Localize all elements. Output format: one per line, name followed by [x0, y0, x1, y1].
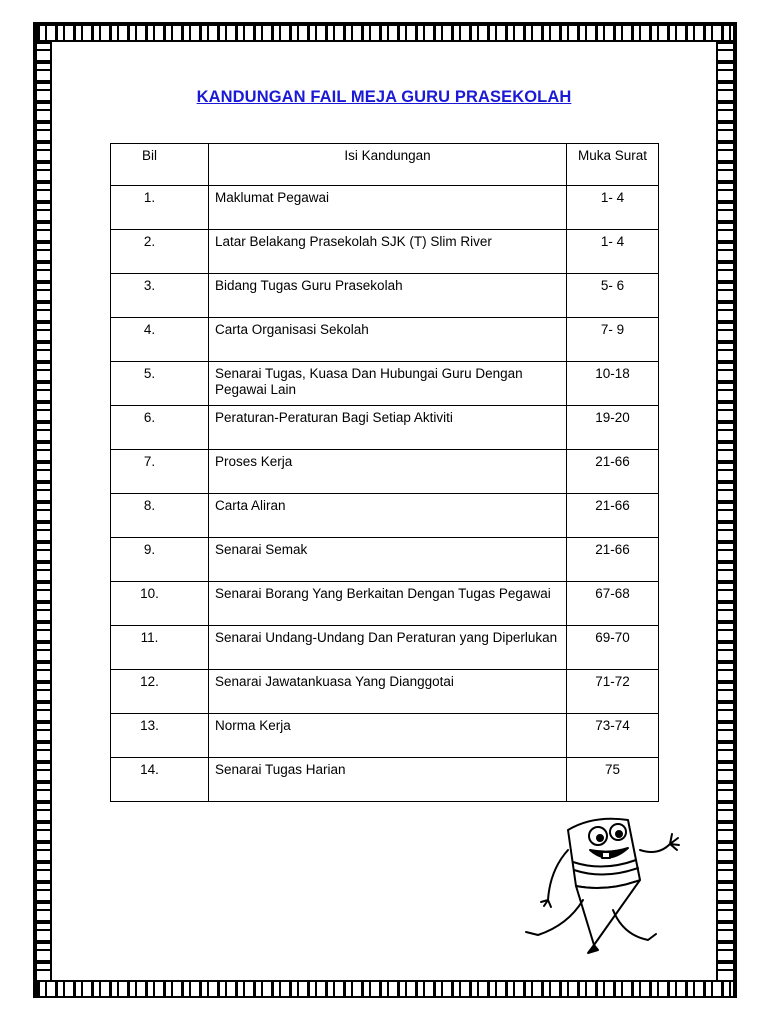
- row-isi-kandungan: Senarai Tugas Harian: [208, 758, 566, 802]
- page-title: KANDUNGAN FAIL MEJA GURU PRASEKOLAH: [196, 88, 572, 106]
- table-row: [111, 450, 659, 494]
- table-row: [111, 362, 659, 406]
- row-muka-surat: 21-66: [567, 450, 659, 494]
- row-bil: 8.: [111, 494, 209, 538]
- row-isi-kandungan: Proses Kerja: [208, 450, 566, 494]
- border-pattern-left: [37, 40, 50, 982]
- table-row: [111, 538, 659, 582]
- table-row: [111, 582, 659, 626]
- contents-table: [110, 143, 659, 802]
- row-bil: 10.: [111, 582, 209, 626]
- border-pattern-right: [718, 40, 733, 982]
- row-muka-surat: 5- 6: [567, 274, 659, 318]
- table-body: [111, 186, 659, 802]
- header-muka-surat: Muka Surat: [567, 144, 659, 186]
- header-isi-kandungan: Isi Kandungan: [208, 144, 566, 186]
- row-bil: 11.: [111, 626, 209, 670]
- row-bil: 4.: [111, 318, 209, 362]
- row-muka-surat: 71-72: [567, 670, 659, 714]
- table-header-row: [111, 144, 659, 186]
- border-pattern-top: [37, 26, 733, 40]
- table-row: [111, 714, 659, 758]
- row-isi-kandungan: Latar Belakang Prasekolah SJK (T) Slim River: [208, 230, 566, 274]
- row-bil: 7.: [111, 450, 209, 494]
- row-isi-kandungan: Peraturan-Peraturan Bagi Setiap Aktiviti: [208, 406, 566, 450]
- row-muka-surat: 69-70: [567, 626, 659, 670]
- row-isi-kandungan: Carta Organisasi Sekolah: [208, 318, 566, 362]
- row-isi-kandungan: Senarai Jawatankuasa Yang Dianggotai: [208, 670, 566, 714]
- row-muka-surat: 21-66: [567, 494, 659, 538]
- pencil-cartoon-icon: [498, 800, 688, 960]
- row-muka-surat: 73-74: [567, 714, 659, 758]
- row-bil: 6.: [111, 406, 209, 450]
- row-muka-surat: 1- 4: [567, 186, 659, 230]
- row-bil: 14.: [111, 758, 209, 802]
- table-row: [111, 318, 659, 362]
- row-muka-surat: 1- 4: [567, 230, 659, 274]
- table-row: [111, 186, 659, 230]
- table-row: [111, 758, 659, 802]
- row-isi-kandungan: Bidang Tugas Guru Prasekolah: [208, 274, 566, 318]
- row-isi-kandungan: Senarai Undang-Undang Dan Peraturan yang Diperlukan: [208, 626, 566, 670]
- table-row: [111, 494, 659, 538]
- row-isi-kandungan: Senarai Borang Yang Berkaitan Dengan Tugas Pegawai: [208, 582, 566, 626]
- row-isi-kandungan: Carta Aliran: [208, 494, 566, 538]
- row-muka-surat: 7- 9: [567, 318, 659, 362]
- table-row: [111, 274, 659, 318]
- table-row: [111, 406, 659, 450]
- header-bil: Bil: [111, 144, 209, 186]
- row-isi-kandungan: Senarai Tugas, Kuasa Dan Hubungai Guru Dengan Pegawai Lain: [208, 362, 566, 406]
- border-pattern-bottom: [37, 982, 733, 996]
- row-muka-surat: 10-18: [567, 362, 659, 406]
- row-bil: 12.: [111, 670, 209, 714]
- row-muka-surat: 19-20: [567, 406, 659, 450]
- row-bil: 5.: [111, 362, 209, 406]
- table-row: [111, 626, 659, 670]
- row-bil: 9.: [111, 538, 209, 582]
- row-isi-kandungan: Senarai Semak: [208, 538, 566, 582]
- row-muka-surat: 67-68: [567, 582, 659, 626]
- row-bil: 2.: [111, 230, 209, 274]
- row-muka-surat: 21-66: [567, 538, 659, 582]
- table-row: [111, 230, 659, 274]
- row-bil: 1.: [111, 186, 209, 230]
- table-row: [111, 670, 659, 714]
- row-bil: 3.: [111, 274, 209, 318]
- row-muka-surat: 75: [567, 758, 659, 802]
- row-bil: 13.: [111, 714, 209, 758]
- row-isi-kandungan: Norma Kerja: [208, 714, 566, 758]
- row-isi-kandungan: Maklumat Pegawai: [208, 186, 566, 230]
